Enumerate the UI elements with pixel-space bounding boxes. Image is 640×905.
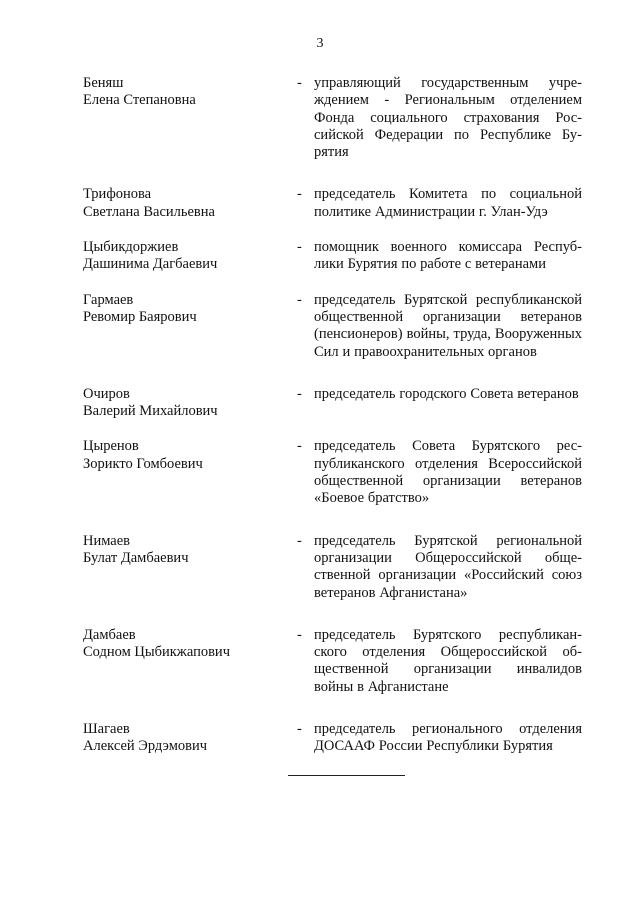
member-given-name: Алексей Эрдэмович (83, 738, 208, 755)
member-position: председатель Комитета по социальной политике Администрации г. Улан-Удэ (314, 186, 582, 220)
member-position: помощник военного комиссара Республики Бурятия по работе с ветеранами (314, 239, 582, 273)
member-entry (83, 186, 582, 221)
member-entry (83, 292, 582, 361)
member-entry (83, 239, 582, 274)
member-name (83, 186, 297, 221)
member-given-name: Дашинима Дагбаевич (83, 256, 218, 273)
member-given-name: Зорикто Гомбоевич (83, 455, 203, 472)
dash-separator: - (297, 385, 302, 402)
member-entry (83, 533, 582, 602)
member-position: председатель Бурятской региональной организации Общероссийской общественной организации «Российский союз ветеранов Афганистана» (314, 532, 582, 601)
member-name (83, 721, 297, 756)
dash-separator: - (297, 532, 302, 549)
member-surname: Шагаев (83, 721, 130, 738)
member-surname: Трифонова (83, 186, 152, 203)
member-given-name: Содном Цыбикжапович (83, 644, 230, 661)
member-position: председатель регионального отделения ДОСААФ России Республики Бурятия (314, 721, 582, 755)
member-given-name: Булат Дамбаевич (83, 549, 189, 566)
dash-separator: - (297, 291, 302, 308)
end-divider (288, 775, 405, 776)
member-name (83, 386, 297, 421)
dash-separator: - (297, 721, 302, 738)
member-surname: Нимаев (83, 532, 131, 549)
member-entry (83, 627, 582, 696)
member-name (83, 533, 297, 602)
dash-separator: - (297, 75, 302, 91)
dash-separator: - (297, 626, 302, 643)
member-surname: Цыбикдоржиев (83, 239, 179, 256)
member-given-name: Ревомир Баярович (83, 308, 197, 325)
dash-separator: - (297, 239, 302, 256)
member-list (83, 75, 582, 756)
member-surname: Дамбаев (83, 626, 136, 643)
member-given-name: Валерий Михайлович (83, 403, 218, 420)
member-surname: Очиров (83, 385, 130, 402)
member-position: председатель Совета Бурятского республиканского отделения Всероссийской общественной организации ветеранов «Боевое братство» (314, 438, 582, 507)
member-name (83, 75, 297, 161)
member-surname: Беняш (83, 75, 124, 91)
member-entry (83, 75, 582, 161)
member-entry (83, 438, 582, 507)
dash-separator: - (297, 186, 302, 203)
member-position: председатель Бурятской республиканской общественной организации ветеранов (пенсионеров) войны, труда, Вооруженных Сил и правоохранительных органов (314, 291, 582, 360)
page-number: 3 (316, 36, 324, 51)
member-given-name: Светлана Васильевна (83, 203, 215, 220)
member-name (83, 292, 297, 361)
member-surname: Цыренов (83, 438, 139, 455)
member-given-name: Елена Степановна (83, 92, 196, 109)
member-entry (83, 721, 582, 756)
member-position: председатель Бурятского республиканского отделения Общероссийской общественной организации инвалидов войны в Афганистане (314, 626, 582, 695)
member-entry (83, 386, 582, 421)
member-position: председатель городского Совета ветеранов (314, 385, 579, 402)
member-position: управляющий государственным учреждением - Региональным отделением Фонда социального страхования Российской Федерации по Республике Бурятия (314, 75, 582, 161)
member-name (83, 438, 297, 507)
dash-separator: - (297, 438, 302, 455)
member-name (83, 627, 297, 696)
member-surname: Гармаев (83, 291, 134, 308)
member-name (83, 239, 297, 274)
